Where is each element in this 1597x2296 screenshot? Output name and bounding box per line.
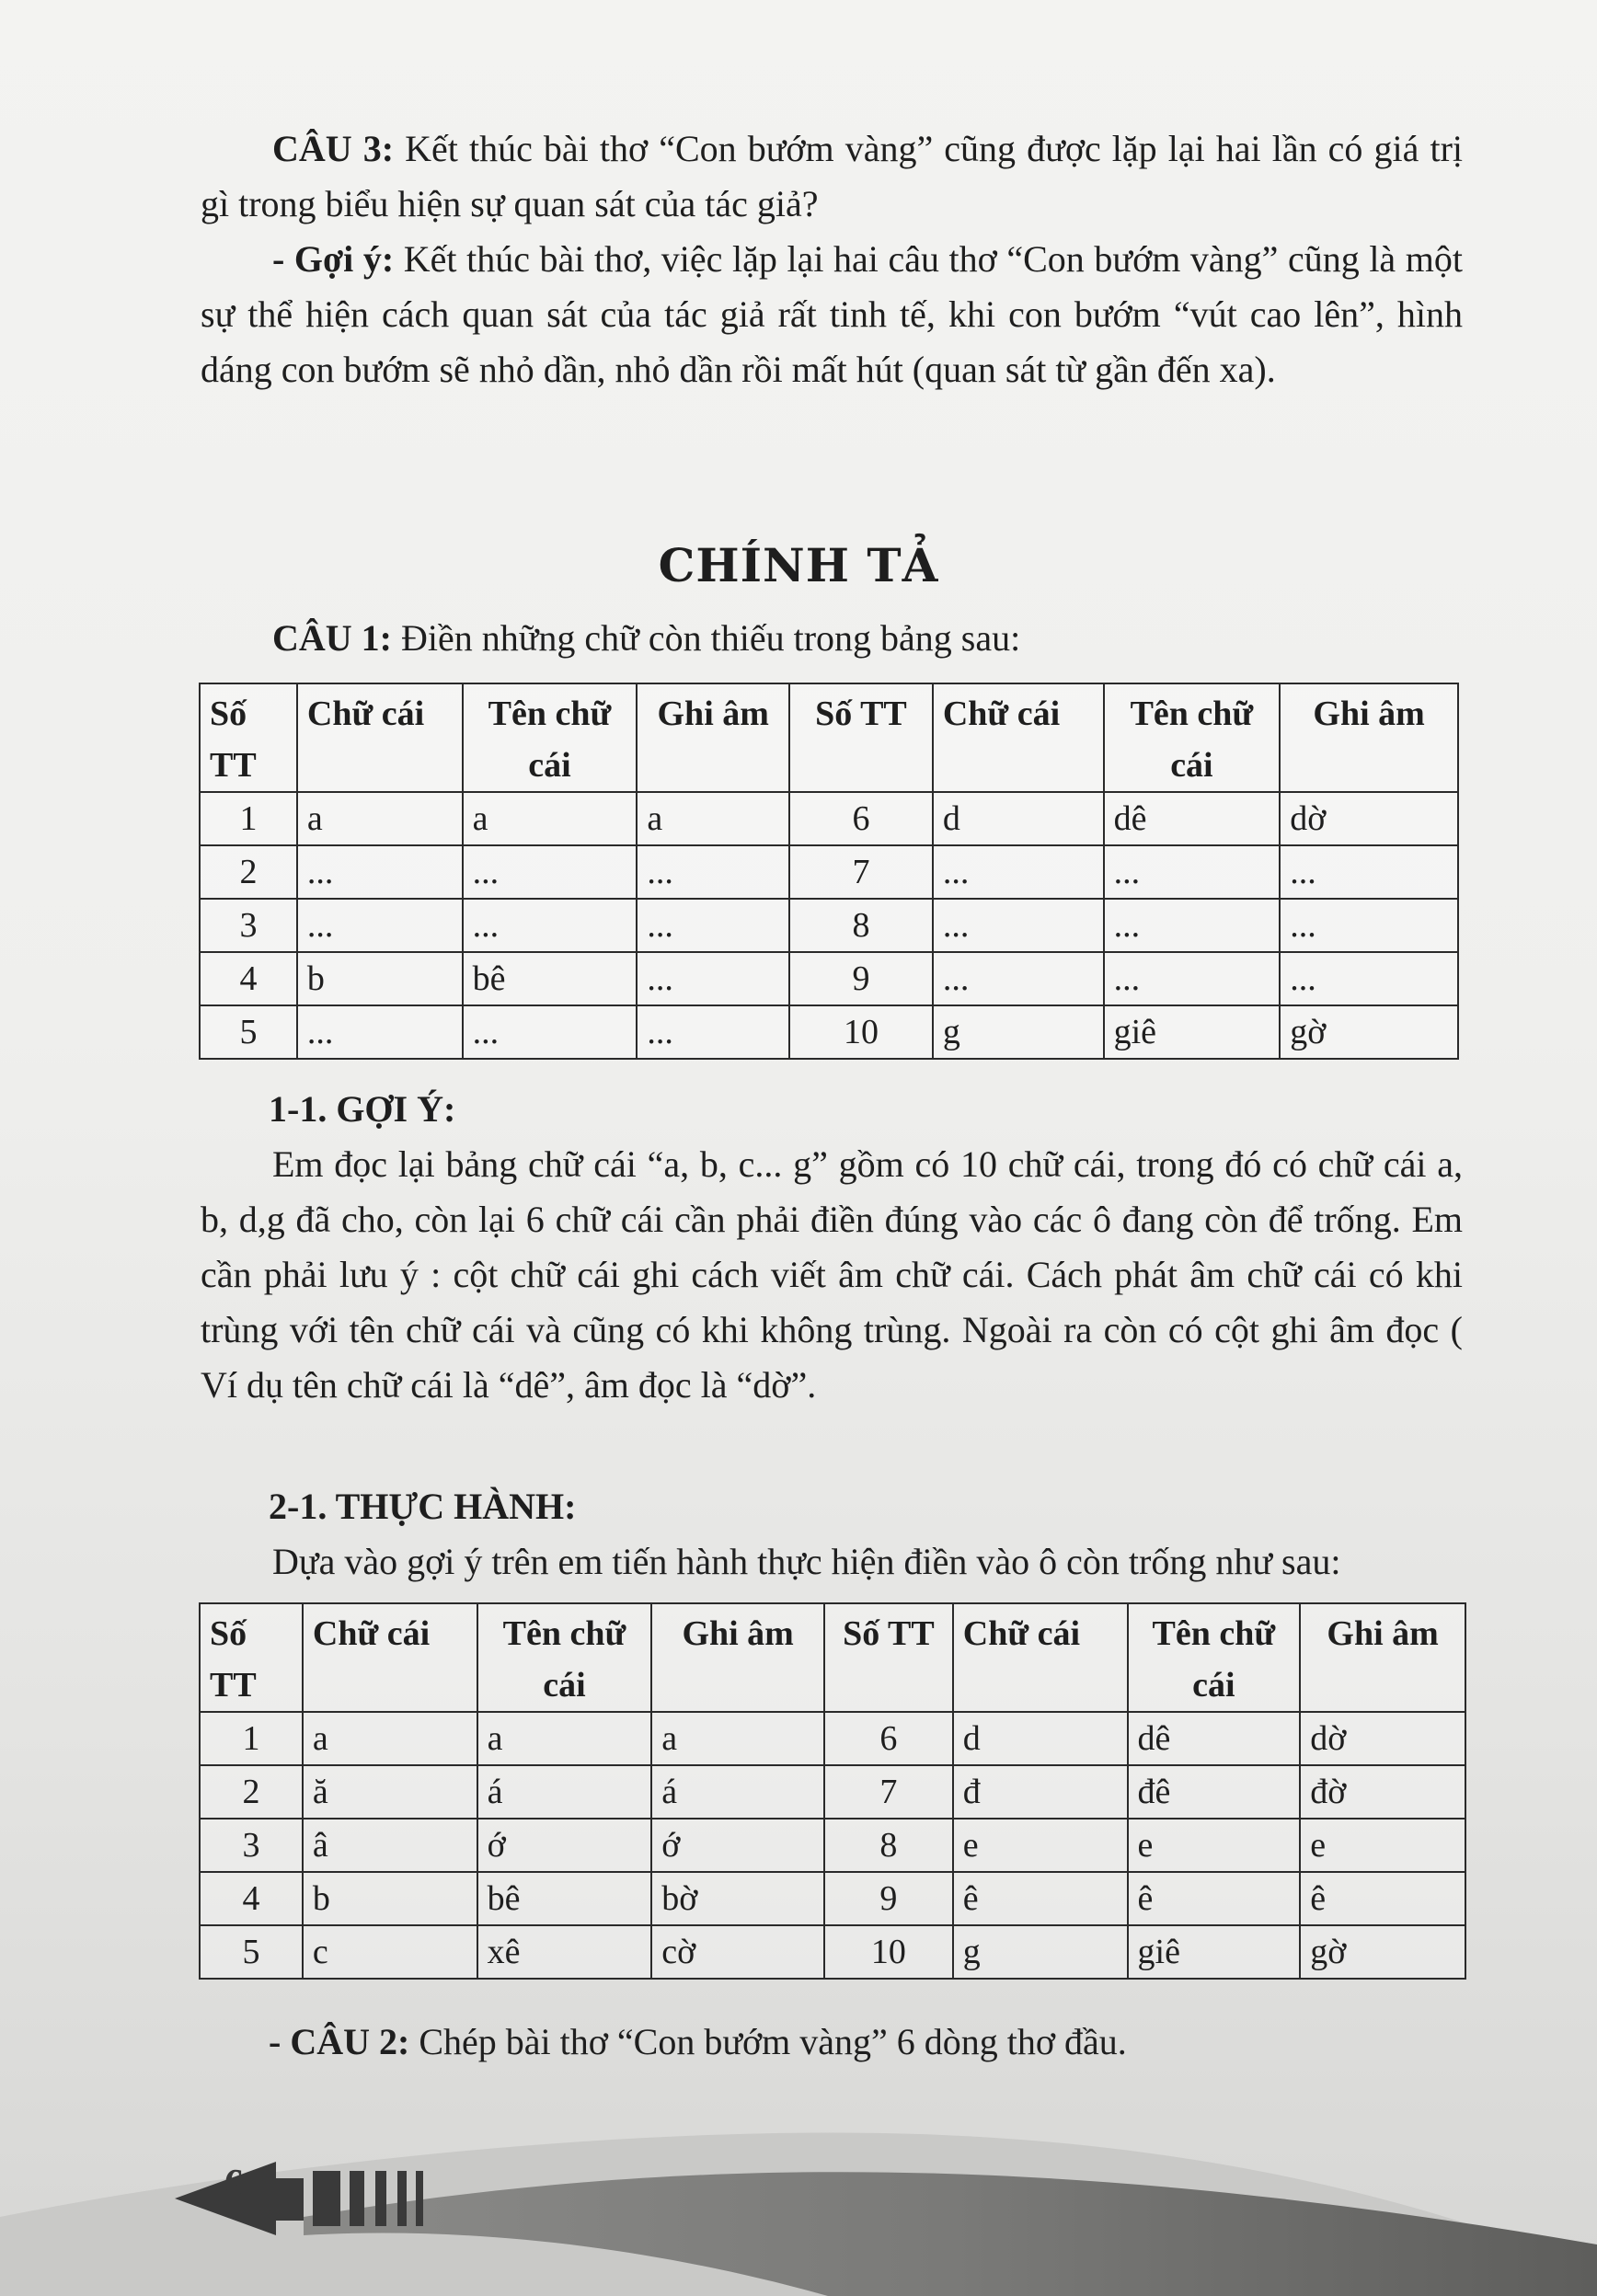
table-cell: giê [1128,1925,1301,1979]
table-cell: bê [463,952,638,1005]
table-cell: ... [933,952,1104,1005]
question2-label: - CÂU 2: [269,2021,410,2062]
table-cell: ê [1300,1872,1465,1925]
table-header-row [200,1603,1465,1712]
table-cell: giê [1104,1005,1281,1059]
table-cell: đ [953,1765,1128,1819]
table-cell: ... [1104,845,1281,899]
table-cell: ... [297,845,463,899]
table-cell: ... [637,845,789,899]
column-header: Chữ cái [933,683,1104,792]
table-cell: 3 [200,899,297,952]
table-cell: ... [637,1005,789,1059]
table-row [200,1925,1465,1979]
table-cell: 2 [200,1765,303,1819]
column-header: Số TT [200,1603,303,1712]
table-row [200,1765,1465,1819]
question1-label: CÂU 1: [272,617,392,659]
table-cell: ... [637,899,789,952]
question2-paragraph [269,2015,1531,2070]
table-row [200,1005,1458,1059]
table-cell: á [651,1765,824,1819]
table-cell: dê [1104,792,1281,845]
column-header: Số TT [824,1603,953,1712]
section-title: CHÍNH TẢ [658,538,939,592]
table-cell: 9 [789,952,933,1005]
column-header: Tên chữ cái [477,1603,652,1712]
table-cell: đờ [1300,1765,1465,1819]
hint3-text: Kết thúc bài thơ, việc lặp lại hai câu thơ “Con bướm vàng” cũng là một sự thể hiện cách quan sát của tác giả rất tinh tế, khi con bướm “vút cao lên”, hình dáng con bướm sẽ nhỏ dần, nhỏ dần rồi mất hút (quan sát từ gần đến xa). [201,238,1463,390]
table-cell: 5 [200,1925,303,1979]
table-cell: 1 [200,1712,303,1765]
table-cell: bê [477,1872,652,1925]
table-cell: c [303,1925,477,1979]
column-header: Chữ cái [953,1603,1128,1712]
column-header: Ghi âm [1300,1603,1465,1712]
question1-paragraph [201,611,1463,666]
table-row [200,792,1458,845]
hint3-paragraph [201,232,1463,397]
table-cell: ... [297,1005,463,1059]
table-cell: 10 [789,1005,933,1059]
table-cell: ... [1280,845,1458,899]
table-cell: 6 [789,792,933,845]
table-cell: ... [1104,899,1281,952]
table-cell: xê [477,1925,652,1979]
table-cell: ... [1280,952,1458,1005]
table-cell: bờ [651,1872,824,1925]
table-cell: 6 [824,1712,953,1765]
hint-heading: 1-1. GỢI Ý: [269,1088,456,1130]
table-cell: e [953,1819,1128,1872]
table-cell: ớ [651,1819,824,1872]
table-cell: a [463,792,638,845]
table-cell: 4 [200,1872,303,1925]
table-cell: ... [463,1005,638,1059]
exercise-table [199,683,1459,1060]
table-cell: 1 [200,792,297,845]
table-cell: á [477,1765,652,1819]
table-cell: ... [297,899,463,952]
table-cell: ... [933,899,1104,952]
table-cell: ... [1104,952,1281,1005]
column-header: Tên chữ cái [1104,683,1281,792]
table-cell: b [303,1872,477,1925]
hint-paragraph: Em đọc lại bảng chữ cái “a, b, c... g” gồm có 10 chữ cái, trong đó có chữ cái a, b, d,g đã cho, còn lại 6 chữ cái cần phải điền đúng vào các ô đang còn để trống. Em cần phải lưu ý : cột chữ cái ghi cách viết âm chữ cái. Cách phát âm chữ cái có khi trùng với tên chữ cái và cũng có khi không trùng. Ngoài ra còn có cột ghi âm đọc ( Ví dụ tên chữ cái là “dê”, âm đọc là “dờ”. [201,1143,1463,1406]
column-header: Tên chữ cái [1128,1603,1301,1712]
table-cell: cờ [651,1925,824,1979]
question3-paragraph [201,121,1463,232]
table-cell: ... [463,845,638,899]
table-cell: a [637,792,789,845]
table-row [200,952,1458,1005]
table-cell: 4 [200,952,297,1005]
table-cell: e [1300,1819,1465,1872]
hint3-label: - Gợi ý: [272,238,395,280]
table-cell: gờ [1280,1005,1458,1059]
table-cell: ... [933,845,1104,899]
table-cell: ê [953,1872,1128,1925]
table-cell: 3 [200,1819,303,1872]
table-cell: b [297,952,463,1005]
question1-text: Điền những chữ còn thiếu trong bảng sau: [391,617,1021,659]
practice-heading: 2-1. THỰC HÀNH: [269,1486,577,1527]
table-cell: a [297,792,463,845]
table-row [200,899,1458,952]
table-cell: đê [1128,1765,1301,1819]
question3-label: CÂU 3: [272,128,395,169]
table-row [200,1712,1465,1765]
table-row [200,1819,1465,1872]
table-header-row [200,683,1458,792]
page-number: 6 [224,2163,244,2205]
table-cell: a [477,1712,652,1765]
column-header: Ghi âm [637,683,789,792]
column-header: Ghi âm [651,1603,824,1712]
table-cell: ớ [477,1819,652,1872]
table-cell: d [933,792,1104,845]
table-cell: g [953,1925,1128,1979]
column-header: Ghi âm [1280,683,1458,792]
table-cell: ê [1128,1872,1301,1925]
table-cell: dờ [1300,1712,1465,1765]
column-header: Chữ cái [303,1603,477,1712]
table-cell: ă [303,1765,477,1819]
table-cell: 8 [824,1819,953,1872]
table-cell: dờ [1280,792,1458,845]
table-row [200,1872,1465,1925]
table-cell: ... [637,952,789,1005]
answer-table [199,1602,1466,1980]
table-cell: a [303,1712,477,1765]
table-cell: 5 [200,1005,297,1059]
table-cell: dê [1128,1712,1301,1765]
table-cell: ... [1280,899,1458,952]
table-cell: 10 [824,1925,953,1979]
table-cell: 7 [824,1765,953,1819]
table-row [200,845,1458,899]
question3-text: Kết thúc bài thơ “Con bướm vàng” cũng được lặp lại hai lần có giá trị gì trong biểu hiện sự quan sát của tác giả? [201,128,1463,224]
table-cell: 2 [200,845,297,899]
practice-paragraph: Dựa vào gợi ý trên em tiến hành thực hiện điền vào ô còn trống như sau: [272,1541,1341,1582]
column-header: Số TT [200,683,297,792]
table-cell: â [303,1819,477,1872]
table-cell: d [953,1712,1128,1765]
column-header: Tên chữ cái [463,683,638,792]
column-header: Số TT [789,683,933,792]
table-cell: a [651,1712,824,1765]
table-cell: g [933,1005,1104,1059]
column-header: Chữ cái [297,683,463,792]
table-cell: 9 [824,1872,953,1925]
table-cell: 7 [789,845,933,899]
table-cell: e [1128,1819,1301,1872]
table-cell: 8 [789,899,933,952]
question2-text: Chép bài thơ “Con bướm vàng” 6 dòng thơ đầu. [409,2021,1127,2062]
table-cell: gờ [1300,1925,1465,1979]
table-cell: ... [463,899,638,952]
